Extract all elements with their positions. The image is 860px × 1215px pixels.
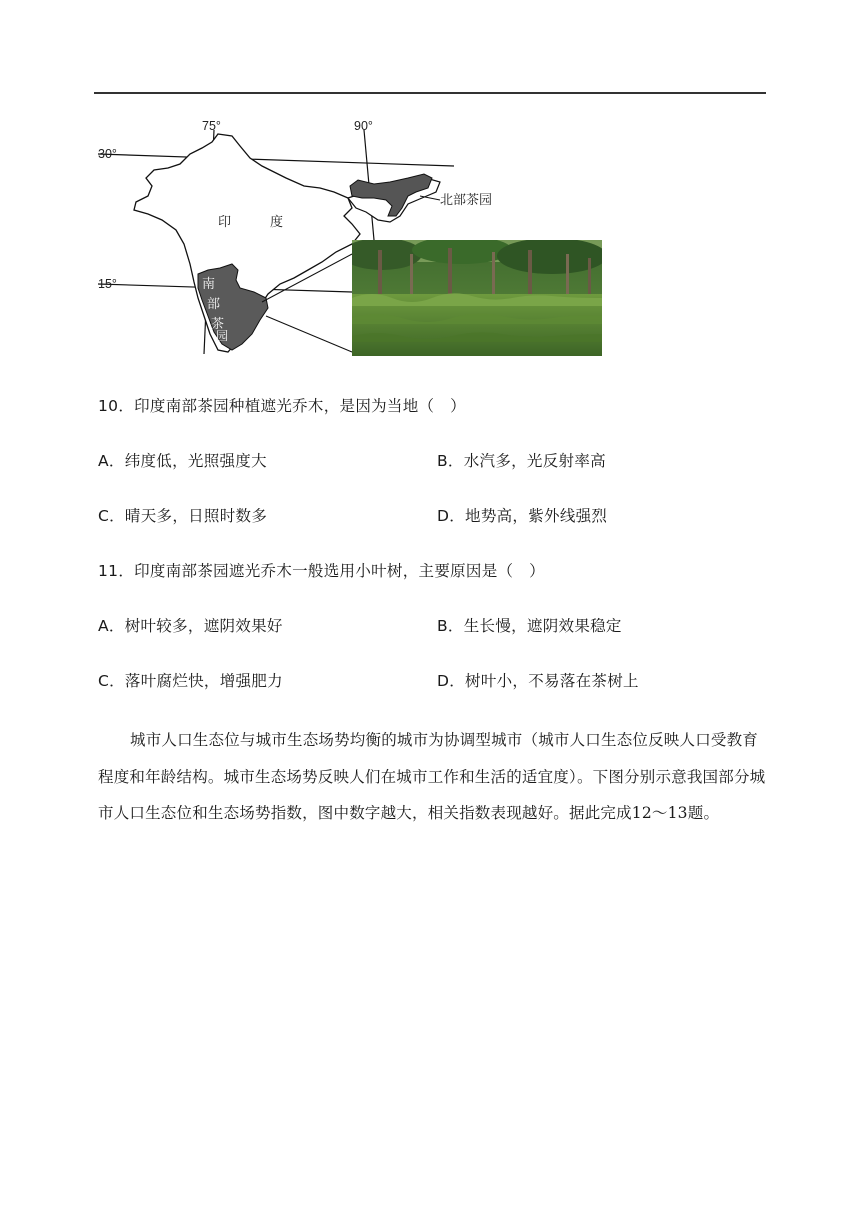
question-11-option-a: A．树叶较多，遮阴效果好 <box>98 617 283 635</box>
south-garden-char-2: 部 <box>207 297 221 312</box>
header-rule <box>94 92 766 94</box>
question-11-option-c: C．落叶腐烂快，增强肥力 <box>98 672 283 690</box>
question-10-stem: 10．印度南部茶园种植遮光乔木，是因为当地（ ） <box>98 397 466 415</box>
lat-30-label: 30° <box>98 147 117 161</box>
south-garden-char-1: 南 <box>202 277 216 292</box>
question-11-stem: 11．印度南部茶园遮光乔木一般选用小叶树，主要原因是（ ） <box>98 562 545 580</box>
question-10-option-a: A．纬度低，光照强度大 <box>98 452 267 470</box>
question-10-option-d: D．地势高，紫外线强烈 <box>437 507 608 525</box>
lat-30-line <box>98 154 454 166</box>
passage-12-13 <box>98 722 770 832</box>
passage-text: 城市人口生态位与城市生态场势均衡的城市为协调型城市（城市人口生态位反映人口受教育程度和年龄结构。城市生态场势反映人们在城市工作和生活的适宜度）。下图分别示意我国部分城市人口生态位和生态场势指数，图中数字越大，相关指数表现越好。据此完成12～13题。 <box>98 731 766 822</box>
north-garden-label: 北部茶园 <box>440 193 493 208</box>
question-11-option-d: D．树叶小，不易落在茶树上 <box>437 672 639 690</box>
lon-75-label: 75° <box>202 119 221 133</box>
photo-connector-bottom <box>266 316 352 352</box>
lat-15-label: 15° <box>98 277 117 291</box>
question-11-option-b: B．生长慢，遮阴效果稳定 <box>437 617 622 635</box>
country-label-1: 印 <box>218 215 232 230</box>
country-label-2: 度 <box>270 215 284 230</box>
tea-plantation-photo <box>352 240 602 356</box>
india-tea-map-figure <box>90 112 610 362</box>
question-10-option-b: B．水汽多，光反射率高 <box>437 452 606 470</box>
south-garden-char-3: 茶 <box>211 317 225 332</box>
question-10-option-c: C．晴天多，日照时数多 <box>98 507 268 525</box>
south-garden-char-4: 园 <box>216 329 229 343</box>
tea-plantation-illustration <box>352 240 602 356</box>
lon-90-label: 90° <box>354 119 373 133</box>
